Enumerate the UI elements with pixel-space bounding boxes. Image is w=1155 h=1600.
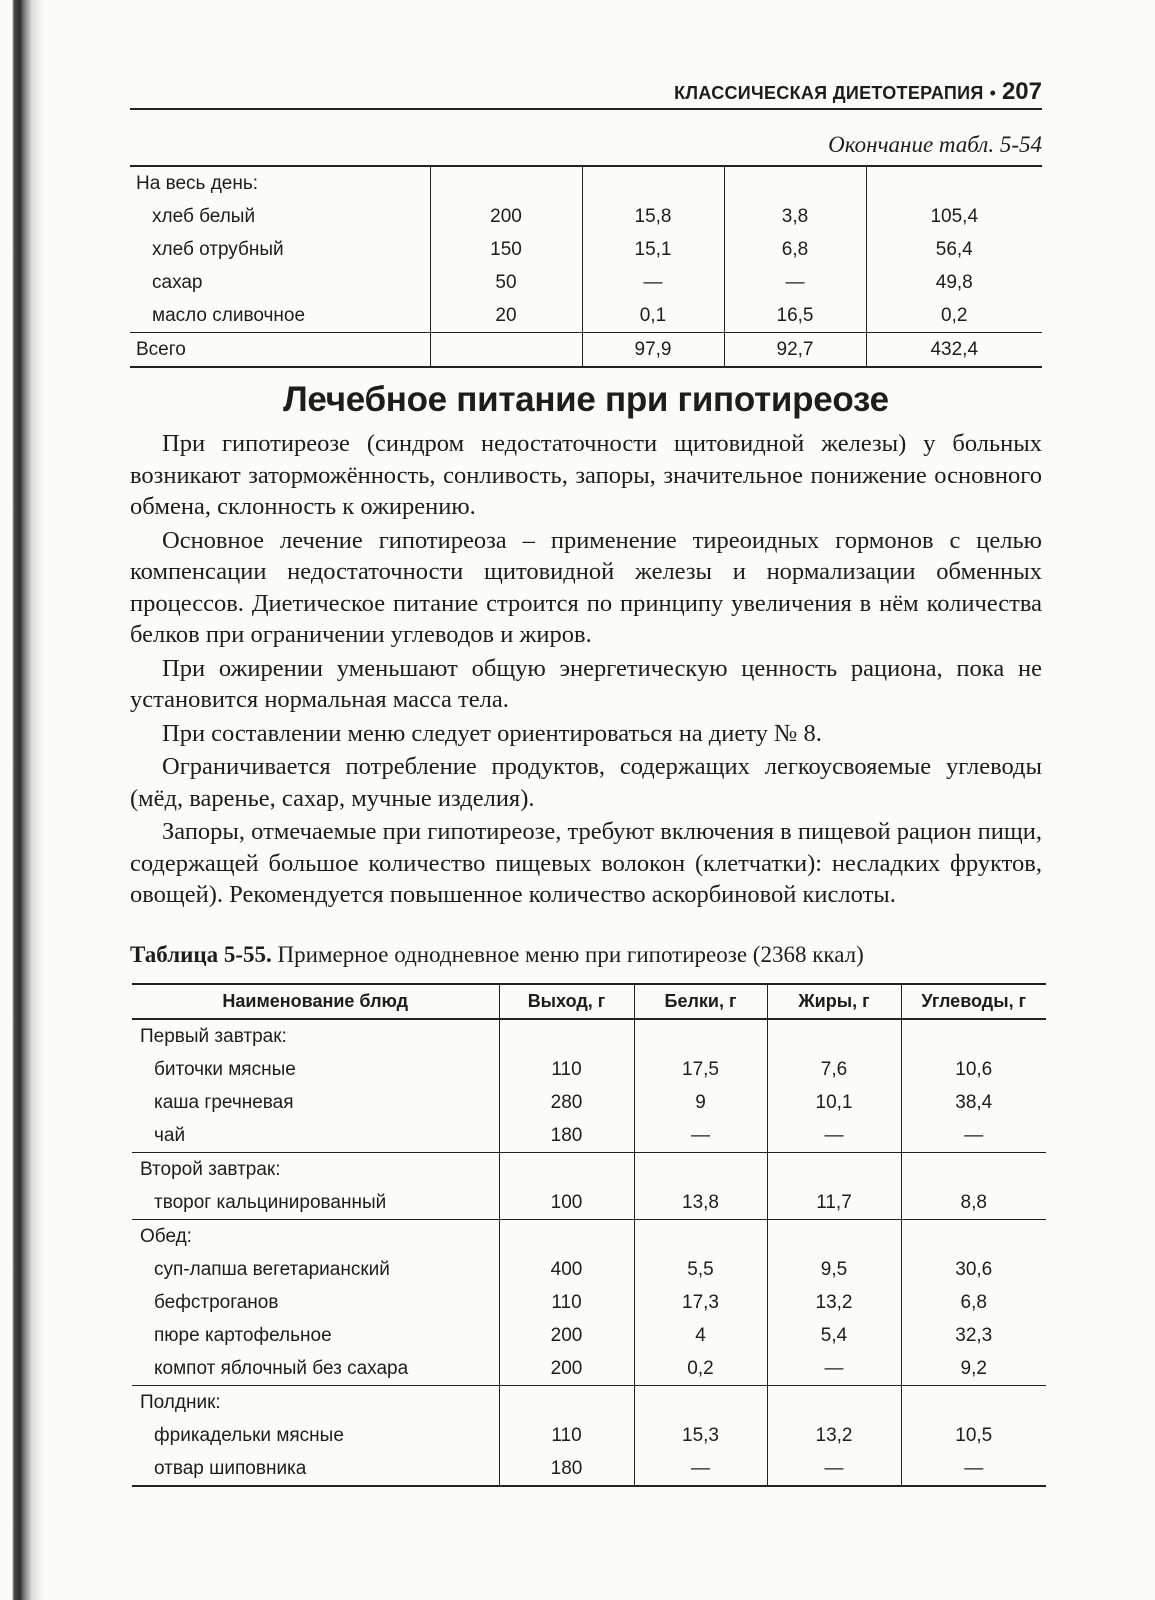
table-row: отвар шиповника 180 — — — — [132, 1452, 1046, 1486]
group-row — [132, 1220, 1046, 1254]
table-row: чай 180 — — — — [132, 1119, 1046, 1153]
table-row: бефстроганов 110 17,3 13,2 6,8 — [132, 1286, 1046, 1319]
table-row: каша гречневая 280 9 10,1 38,4 — [132, 1086, 1046, 1119]
table-row: хлеб отрубный 150 15,1 6,8 56,4 — [130, 233, 1042, 266]
table-row: биточки мясные 110 17,5 7,6 10,6 — [132, 1053, 1046, 1086]
table-header-row — [132, 984, 1046, 1019]
paragraph: При ожирении уменьшают общую энергетическую ценность рациона, пока не установится нормальная масса тела. — [130, 654, 1042, 713]
section-title: Лечебное питание при гипотиреозе — [283, 380, 889, 419]
table-row: масло сливочное 20 0,1 16,5 0,2 — [130, 299, 1042, 333]
table-row: творог кальцинированный 100 13,8 11,7 8,8 — [132, 1186, 1046, 1220]
table-5-54-end — [130, 165, 1042, 368]
paragraph: Запоры, отмечаемые при гипотиреозе, требуют включения в пищевой рацион пищи, содержащей большое количество пищевых волокон (клетчатки): несладких фруктов, овощей). Рекомендуется повышенное количество аскорбиновой кислоты. — [130, 818, 1042, 908]
group-label: Полдник: — [132, 1386, 499, 1420]
group-label: На весь день: — [136, 173, 259, 194]
table-row: суп-лапша вегетарианский 400 5,5 9,5 30,6 — [132, 1253, 1046, 1286]
group-label: Второй завтрак: — [132, 1153, 499, 1187]
table-row: сахар 50 — — 49,8 — [130, 266, 1042, 299]
paragraph: Ограничивается потребление продуктов, содержащих легкоусвояемые углеводы (мёд, варенье, сахар, мучные изделия). — [130, 753, 1042, 812]
table-row: компот яблочный без сахара 200 0,2 — 9,2 — [132, 1352, 1046, 1386]
book-binding-shadow — [0, 0, 48, 1600]
running-header — [130, 78, 1042, 110]
paragraph: При составлении меню следует ориентироваться на диету № 8. — [162, 719, 822, 747]
group-label: Первый завтрак: — [140, 1026, 287, 1047]
table-caption-label: Таблица 5-55. — [130, 942, 272, 967]
header-bullet: • — [989, 83, 996, 103]
table-total-row: Всего 97,9 92,7 432,4 — [130, 333, 1042, 368]
column-header: Выход, г — [499, 984, 634, 1019]
table-caption-text: Примерное однодневное меню при гипотиреозе (2368 ккал) — [271, 942, 864, 967]
table-5-55 — [132, 983, 1046, 1487]
table-row — [130, 166, 1042, 200]
column-header: Белки, г — [634, 984, 767, 1019]
table-caption — [130, 942, 1042, 968]
running-header-title: КЛАССИЧЕСКАЯ ДИЕТОТЕРАПИЯ — [674, 83, 984, 103]
group-row — [132, 1386, 1046, 1420]
column-header: Углеводы, г — [901, 984, 1046, 1019]
column-header: Жиры, г — [767, 984, 901, 1019]
table-row: фрикадельки мясные 110 15,3 13,2 10,5 — [132, 1419, 1046, 1452]
column-header: Наименование блюд — [132, 984, 499, 1019]
group-row — [132, 1153, 1046, 1187]
page-number: 207 — [1001, 78, 1042, 105]
table-row: пюре картофельное 200 4 5,4 32,3 — [132, 1319, 1046, 1352]
table-continuation-label: Окончание табл. 5-54 — [828, 132, 1042, 157]
group-label: Обед: — [132, 1220, 499, 1254]
paragraph: При гипотиреозе (синдром недостаточности щитовидной железы) у больных возникают заторможённость, сонливость, запоры, значительное понижение основного обмена, склонность к ожирению. — [130, 430, 1042, 520]
body-text — [130, 428, 1042, 913]
table-row: хлеб белый 200 15,8 3,8 105,4 — [130, 200, 1042, 233]
group-row — [132, 1019, 1046, 1053]
paragraph: Основное лечение гипотиреоза – применение тиреоидных гормонов с целью компенсации недостаточности щитовидной железы и нормализации обменных процессов. Диетическое питание строится по принципу увеличения в нём количества белков при ограничении углеводов и жиров. — [130, 526, 1042, 648]
